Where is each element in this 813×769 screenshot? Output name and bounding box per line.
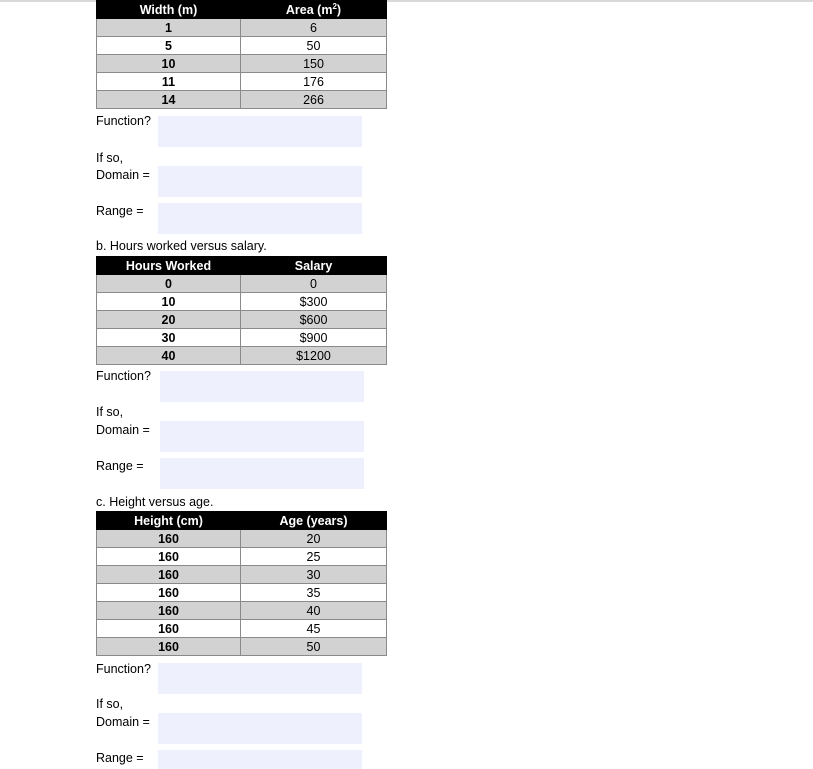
age-cell: 35 xyxy=(241,584,387,602)
width-cell: 5 xyxy=(97,37,241,55)
height-cell: 160 xyxy=(97,638,241,656)
height-cell: 160 xyxy=(97,584,241,602)
table-row xyxy=(97,293,387,311)
section-title-c: c. Height versus age. xyxy=(96,495,214,509)
hours-cell: 40 xyxy=(97,347,241,365)
range-answer-b[interactable] xyxy=(160,458,364,489)
area-cell: 176 xyxy=(241,73,387,91)
height-cell: 160 xyxy=(97,620,241,638)
table-row xyxy=(97,566,387,584)
table-row xyxy=(97,275,387,293)
table-row xyxy=(97,19,387,37)
width-cell: 14 xyxy=(97,91,241,109)
area-cell: 266 xyxy=(241,91,387,109)
function-label-b: Function? xyxy=(96,369,151,383)
if-so-label-b: If so, xyxy=(96,405,124,419)
table-row xyxy=(97,91,387,109)
domain-label-c: Domain = xyxy=(96,715,150,729)
salary-cell: $1200 xyxy=(241,347,387,365)
function-label-c: Function? xyxy=(96,662,151,676)
function-answer-b[interactable] xyxy=(160,371,364,402)
table-row xyxy=(97,602,387,620)
hours-cell: 30 xyxy=(97,329,241,347)
domain-answer-c[interactable] xyxy=(158,713,362,744)
width-cell: 11 xyxy=(97,73,241,91)
height-cell: 160 xyxy=(97,548,241,566)
table-row xyxy=(97,584,387,602)
if-so-label-a: If so, xyxy=(96,151,124,165)
header-age: Age (years) xyxy=(241,512,387,530)
area-cell: 150 xyxy=(241,55,387,73)
salary-cell: $600 xyxy=(241,311,387,329)
table-row xyxy=(97,548,387,566)
table-row xyxy=(97,73,387,91)
hours-cell: 0 xyxy=(97,275,241,293)
function-answer-c[interactable] xyxy=(158,663,362,694)
table-row xyxy=(97,311,387,329)
height-cell: 160 xyxy=(97,530,241,548)
function-label-a: Function? xyxy=(96,114,151,128)
height-cell: 160 xyxy=(97,602,241,620)
range-label-c: Range = xyxy=(96,751,144,765)
hours-cell: 20 xyxy=(97,311,241,329)
area-cell: 50 xyxy=(241,37,387,55)
salary-cell: $300 xyxy=(241,293,387,311)
salary-cell: $900 xyxy=(241,329,387,347)
hours-cell: 10 xyxy=(97,293,241,311)
width-area-table xyxy=(96,0,387,109)
table-row xyxy=(97,530,387,548)
age-cell: 30 xyxy=(241,566,387,584)
table-row xyxy=(97,347,387,365)
age-cell: 40 xyxy=(241,602,387,620)
table-row xyxy=(97,37,387,55)
height-cell: 160 xyxy=(97,566,241,584)
age-cell: 25 xyxy=(241,548,387,566)
width-cell: 10 xyxy=(97,55,241,73)
if-so-label-c: If so, xyxy=(96,697,124,711)
age-cell: 20 xyxy=(241,530,387,548)
height-age-table xyxy=(96,511,387,656)
table-row xyxy=(97,329,387,347)
domain-answer-a[interactable] xyxy=(158,166,362,197)
header-salary: Salary xyxy=(241,257,387,275)
header-area: Area $(m^2)$ xyxy=(241,1,387,19)
area-cell: 6 xyxy=(241,19,387,37)
table-row xyxy=(97,620,387,638)
range-answer-a[interactable] xyxy=(158,203,362,234)
header-width: Width (m) xyxy=(97,1,241,19)
hours-salary-table xyxy=(96,256,387,365)
header-height: Height (cm) xyxy=(97,512,241,530)
section-title-b: b. Hours worked versus salary. xyxy=(96,239,267,253)
header-hours-worked: Hours Worked xyxy=(97,257,241,275)
table-row xyxy=(97,638,387,656)
domain-label-b: Domain = xyxy=(96,423,150,437)
function-answer-a[interactable] xyxy=(158,116,362,147)
domain-label-a: Domain = xyxy=(96,168,150,182)
salary-cell: 0 xyxy=(241,275,387,293)
domain-answer-b[interactable] xyxy=(160,421,364,452)
table-row xyxy=(97,55,387,73)
width-cell: 1 xyxy=(97,19,241,37)
age-cell: 50 xyxy=(241,638,387,656)
range-label-a: Range = xyxy=(96,204,144,218)
age-cell: 45 xyxy=(241,620,387,638)
range-label-b: Range = xyxy=(96,459,144,473)
range-answer-c[interactable] xyxy=(158,750,362,769)
